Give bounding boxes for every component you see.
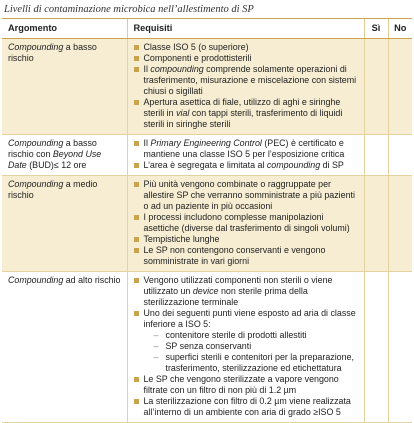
list-item [134, 234, 358, 245]
argomento-cell [2, 176, 127, 272]
square-bullet-icon [134, 311, 139, 316]
no-checkbox-cell[interactable] [388, 135, 412, 176]
no-checkbox-cell[interactable] [388, 176, 412, 272]
item-text: Vengono utilizzati componenti non sterili o viene utilizzato un [143, 275, 333, 296]
table-caption: Livelli di contaminazione microbica nell’allestimento di SP [2, 0, 412, 19]
list-item [134, 160, 358, 171]
square-bullet-icon [134, 45, 139, 50]
argomento-cell [2, 135, 127, 176]
list-item [134, 64, 358, 97]
item-em: compounding [266, 160, 321, 170]
no-checkbox-cell[interactable] [388, 272, 412, 423]
item-text: Apertura asettica di fiale, utilizzo di aghi e siringhe sterili in [143, 97, 341, 118]
square-bullet-icon [134, 278, 139, 283]
list-item [134, 53, 358, 64]
list-item [134, 212, 358, 234]
square-bullet-icon [134, 237, 139, 242]
table-row [2, 39, 412, 135]
header-si: Sì [364, 19, 388, 39]
requisiti-cell [127, 39, 364, 135]
list-item [134, 308, 358, 374]
argomento-em: Compounding [8, 275, 64, 285]
sub-list-item [144, 352, 358, 374]
list-item [134, 275, 358, 308]
header-no: No [388, 19, 412, 39]
si-checkbox-cell[interactable] [364, 39, 388, 135]
requisiti-list [134, 179, 358, 267]
item-text: SP senza conservanti [165, 341, 252, 351]
argomento-em: Compounding [8, 179, 64, 189]
item-text: di SP [320, 160, 344, 170]
item-text: Più unità vengono combinate o raggruppate per allestire SP che verranno somministrate a più pazienti o ad un paziente in più occasioni [143, 179, 355, 211]
square-bullet-icon [134, 182, 139, 187]
sub-list-item [144, 330, 358, 341]
requisiti-list [134, 138, 358, 171]
square-bullet-icon [134, 100, 139, 105]
dash-bullet-icon: – [153, 352, 159, 362]
list-item [134, 245, 358, 267]
argomento-text: a basso rischio con [8, 138, 97, 159]
item-em: vial [176, 108, 190, 118]
list-item [134, 42, 358, 53]
si-checkbox-cell[interactable] [364, 272, 388, 423]
item-text: con tappi sterili, trasferimento di liquidi sterili in siringhe sterili [143, 108, 343, 129]
square-bullet-icon [134, 141, 139, 146]
item-text: Componenti e prodottisterili [143, 53, 252, 63]
argomento-text: a basso rischio [8, 42, 97, 63]
no-checkbox-cell[interactable] [388, 39, 412, 135]
item-text: Il [143, 138, 151, 148]
square-bullet-icon [134, 377, 139, 382]
si-checkbox-cell[interactable] [364, 176, 388, 272]
argomento-text: a medio rischio [8, 179, 98, 200]
list-item [134, 97, 358, 130]
argomento-text: ad alto rischio [63, 275, 121, 285]
item-text: Le SP che vengono sterilizzate a vapore vengono filtrate con un filtro di non più di 1.2 µm [143, 374, 339, 395]
list-item [134, 138, 358, 160]
sub-list-item [144, 341, 358, 352]
requisiti-cell [127, 135, 364, 176]
item-text: non sterile prima della sterilizzazione terminale [143, 286, 308, 307]
list-item [134, 179, 358, 212]
argomento-cell [2, 272, 127, 423]
item-text: Tempistiche lunghe [143, 234, 220, 244]
list-item [134, 396, 358, 418]
square-bullet-icon [134, 399, 139, 404]
item-text: comprende solamente operazioni di trasferimento, misurazione e miscelazione con sistemi chiusi o sigillati [143, 64, 357, 96]
item-text: La sterilizzazione con filtro di 0.2 µm viene realizzata all’interno di un ambiente con aria di grado ≥ISO 5 [143, 396, 351, 417]
requisiti-cell [127, 176, 364, 272]
header-argomento: Argomento [2, 19, 127, 39]
argomento-em: Beyond Use Date [8, 149, 102, 170]
item-text: Classe ISO 5 (o superiore) [143, 42, 249, 52]
si-checkbox-cell[interactable] [364, 135, 388, 176]
item-text: Uno dei seguenti punti viene esposto ad aria di classe inferiore a ISO 5: [143, 308, 356, 329]
item-em: compounding [150, 64, 204, 74]
square-bullet-icon [134, 248, 139, 253]
requisiti-list [134, 42, 358, 130]
item-text: (PEC) è certificato e mantiene una classe ISO 5 per l’esposizione critica [143, 138, 345, 159]
sub-list [144, 330, 358, 374]
item-text: Le SP non contengono conservanti e vengono somministrate in vari giorni [143, 245, 326, 266]
item-text: Il [143, 64, 151, 74]
dash-bullet-icon: – [153, 330, 159, 340]
square-bullet-icon [134, 163, 139, 168]
dash-bullet-icon: – [153, 341, 159, 351]
item-em: Primary Engineering Control [150, 138, 262, 148]
square-bullet-icon [134, 215, 139, 220]
square-bullet-icon [134, 56, 139, 61]
table-row [2, 135, 412, 176]
item-text: superfici sterili e contenitori per la preparazione, trasferimento, sterilizzazione ed etichettatura [165, 352, 354, 373]
argomento-text: (BUD)≤ 12 ore [26, 160, 87, 170]
item-em: device [192, 286, 219, 296]
list-item [134, 374, 358, 396]
requisiti-list [134, 275, 358, 418]
item-text: L’area è segregata e limitata al [143, 160, 267, 170]
table-row [2, 176, 412, 272]
item-text: I processi includono complesse manipolazioni asettiche (diverse dal trasferimento di singoli volumi) [143, 212, 350, 233]
table-row [2, 272, 412, 423]
table-header-row [2, 19, 412, 39]
argomento-cell [2, 39, 127, 135]
square-bullet-icon [134, 67, 139, 72]
requisiti-cell [127, 272, 364, 423]
header-requisiti: Requisiti [127, 19, 364, 39]
argomento-em: Compounding [8, 42, 64, 52]
item-text: contenitore sterile di prodotti allestiti [165, 330, 307, 340]
argomento-em: Compounding [8, 138, 64, 148]
contamination-levels-table [2, 19, 412, 423]
